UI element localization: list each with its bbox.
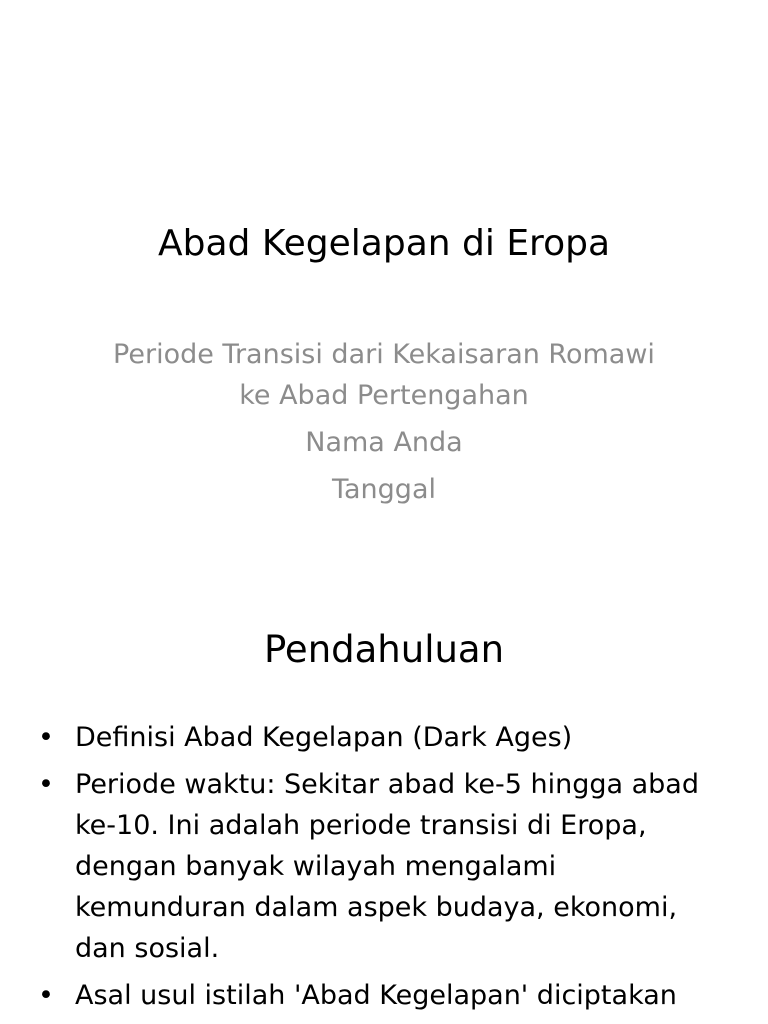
slide-title: Pendahuluan <box>263 628 505 671</box>
bullet-text: Asal usul istilah 'Abad Kegelapan' diciptakan <box>75 980 677 1011</box>
presentation-date: Tanggal <box>331 474 436 505</box>
introduction-slide <box>0 576 768 1024</box>
bullet-text: Definisi Abad Kegelapan (Dark Ages) <box>75 722 573 753</box>
presenter-name: Nama Anda <box>305 427 463 458</box>
bullet-list <box>38 717 728 1022</box>
bullet-icon: • <box>38 980 54 1011</box>
bullet-icon: • <box>38 769 54 800</box>
slide-subtitle <box>96 334 672 516</box>
slide-title: Abad Kegelapan di Eropa <box>157 223 611 264</box>
subtitle-line: Periode Transisi dari Kekaisaran Romawi ke Abad Pertengahan <box>113 339 655 411</box>
list-item <box>38 764 728 969</box>
bullet-icon: • <box>38 722 54 753</box>
bullet-text: Periode waktu: Sekitar abad ke-5 hingga abad ke-10. Ini adalah periode transisi di Eropa, dengan banyak wilayah mengalami kemunduran dalam aspek budaya, ekonomi, dan sosial. <box>75 769 699 964</box>
list-item <box>38 717 728 758</box>
list-item <box>38 975 728 1016</box>
